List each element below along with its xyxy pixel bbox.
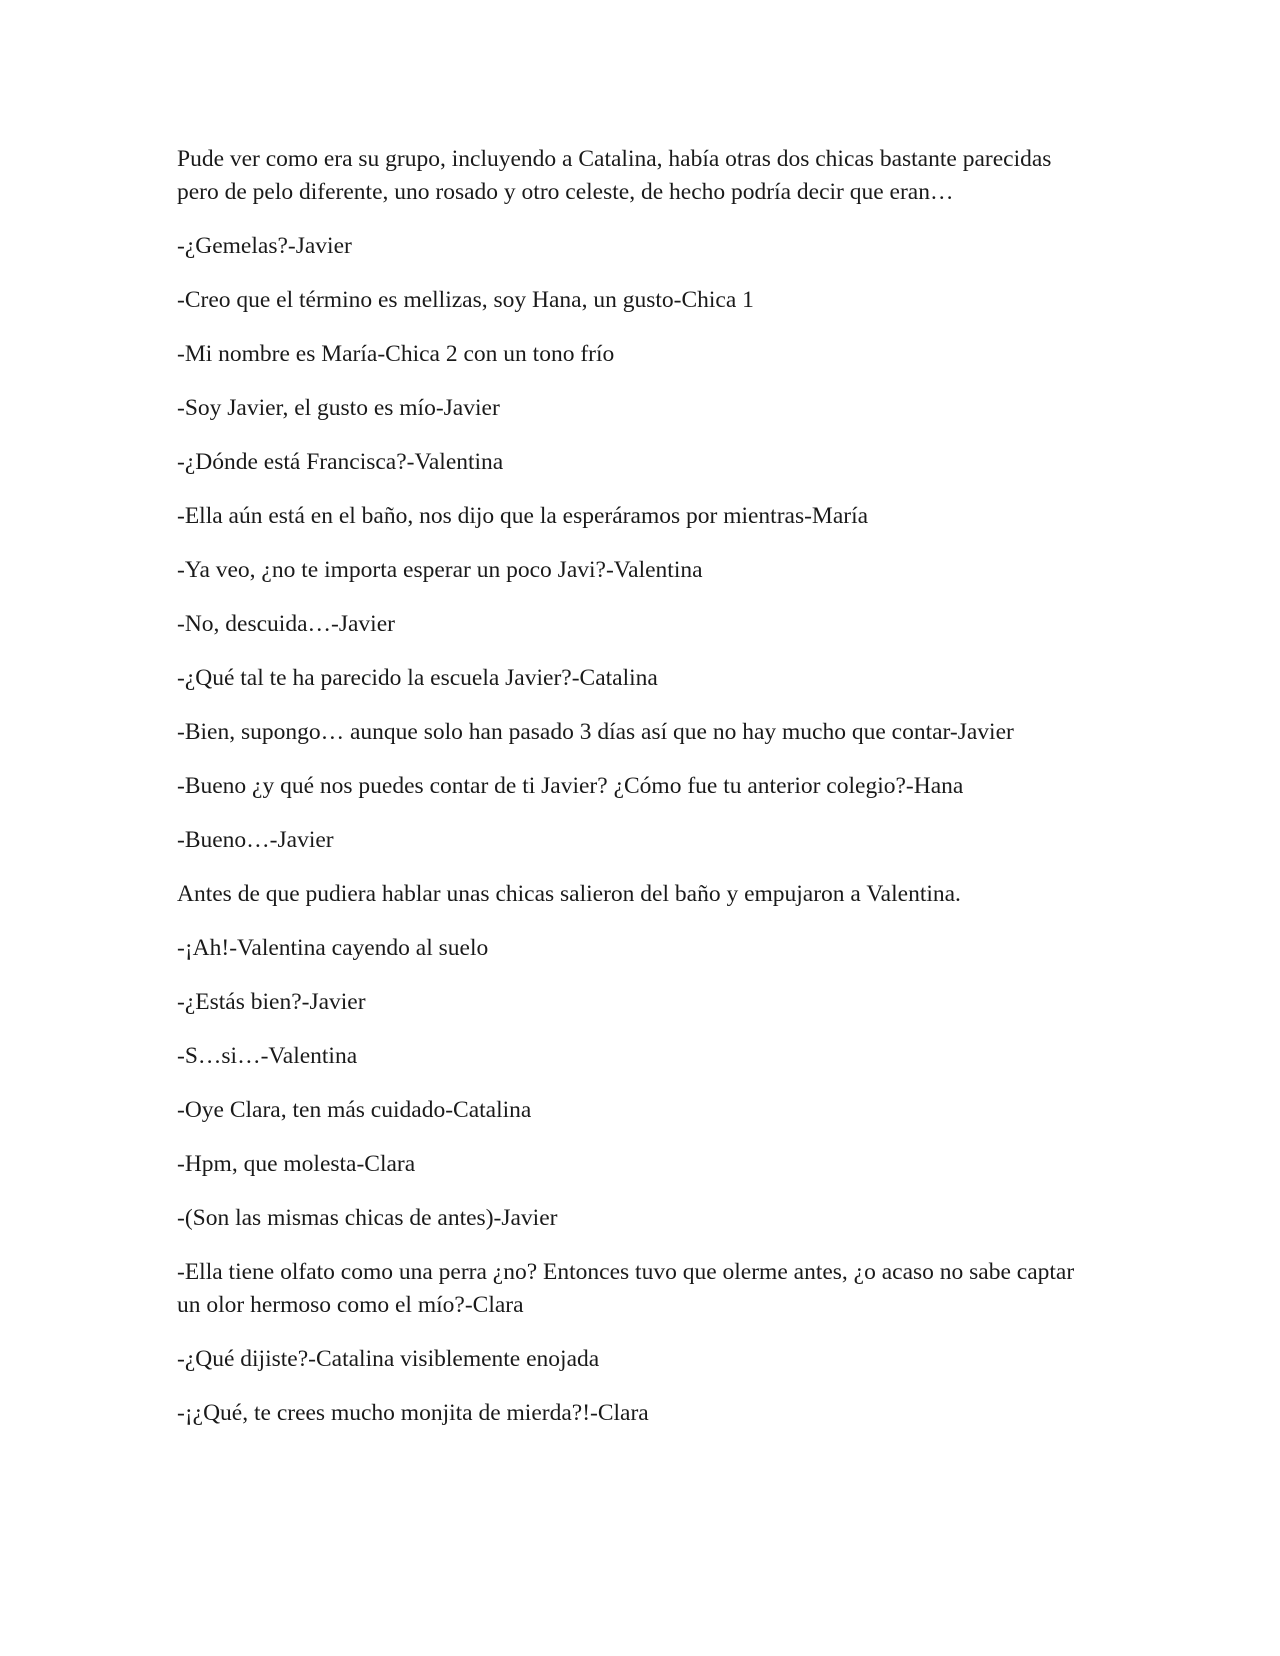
- paragraph-1: Pude ver como era su grupo, incluyendo a Catalina, había otras dos chicas bastante parecidas pero de pelo diferente, uno rosado y otro celeste, de hecho podría decir que eran…: [177, 146, 1052, 205]
- paragraph-13: -Bueno…-Javier: [177, 827, 334, 853]
- paragraph-11: -Bien, supongo… aunque solo han pasado 3 días así que no hay mucho que contar-Javier: [177, 719, 1014, 745]
- paragraph-9: -No, descuida…-Javier: [177, 611, 395, 637]
- paragraph-19: -Hpm, que molesta-Clara: [177, 1151, 416, 1177]
- paragraph-12: -Bueno ¿y qué nos puedes contar de ti Javier? ¿Cómo fue tu anterior colegio?-Hana: [177, 773, 964, 799]
- document-body: [177, 143, 1087, 1451]
- paragraph-2: -¿Gemelas?-Javier: [177, 233, 352, 259]
- paragraph-7: -Ella aún está en el baño, nos dijo que la esperáramos por mientras-María: [177, 503, 869, 529]
- paragraph-10: -¿Qué tal te ha parecido la escuela Javier?-Catalina: [177, 665, 658, 691]
- paragraph-20: -(Son las mismas chicas de antes)-Javier: [177, 1205, 558, 1231]
- paragraph-8: -Ya veo, ¿no te importa esperar un poco Javi?-Valentina: [177, 557, 703, 583]
- paragraph-22: -¿Qué dijiste?-Catalina visiblemente enojada: [177, 1346, 600, 1372]
- paragraph-21: -Ella tiene olfato como una perra ¿no? Entonces tuvo que olerme antes, ¿o acaso no sabe captar un olor hermoso como el mío?-Clara: [177, 1259, 1075, 1318]
- paragraph-5: -Soy Javier, el gusto es mío-Javier: [177, 395, 500, 421]
- paragraph-16: -¿Estás bien?-Javier: [177, 989, 366, 1015]
- paragraph-14: Antes de que pudiera hablar unas chicas salieron del baño y empujaron a Valentina.: [177, 881, 961, 907]
- paragraph-4: -Mi nombre es María-Chica 2 con un tono frío: [177, 341, 615, 367]
- paragraph-17: -S…si…-Valentina: [177, 1043, 358, 1069]
- paragraph-18: -Oye Clara, ten más cuidado-Catalina: [177, 1097, 532, 1123]
- paragraph-15: -¡Ah!-Valentina cayendo al suelo: [177, 935, 489, 961]
- paragraph-6: -¿Dónde está Francisca?-Valentina: [177, 449, 504, 475]
- paragraph-3: -Creo que el término es mellizas, soy Hana, un gusto-Chica 1: [177, 287, 754, 313]
- paragraph-23: -¡¿Qué, te crees mucho monjita de mierda?!-Clara: [177, 1400, 649, 1426]
